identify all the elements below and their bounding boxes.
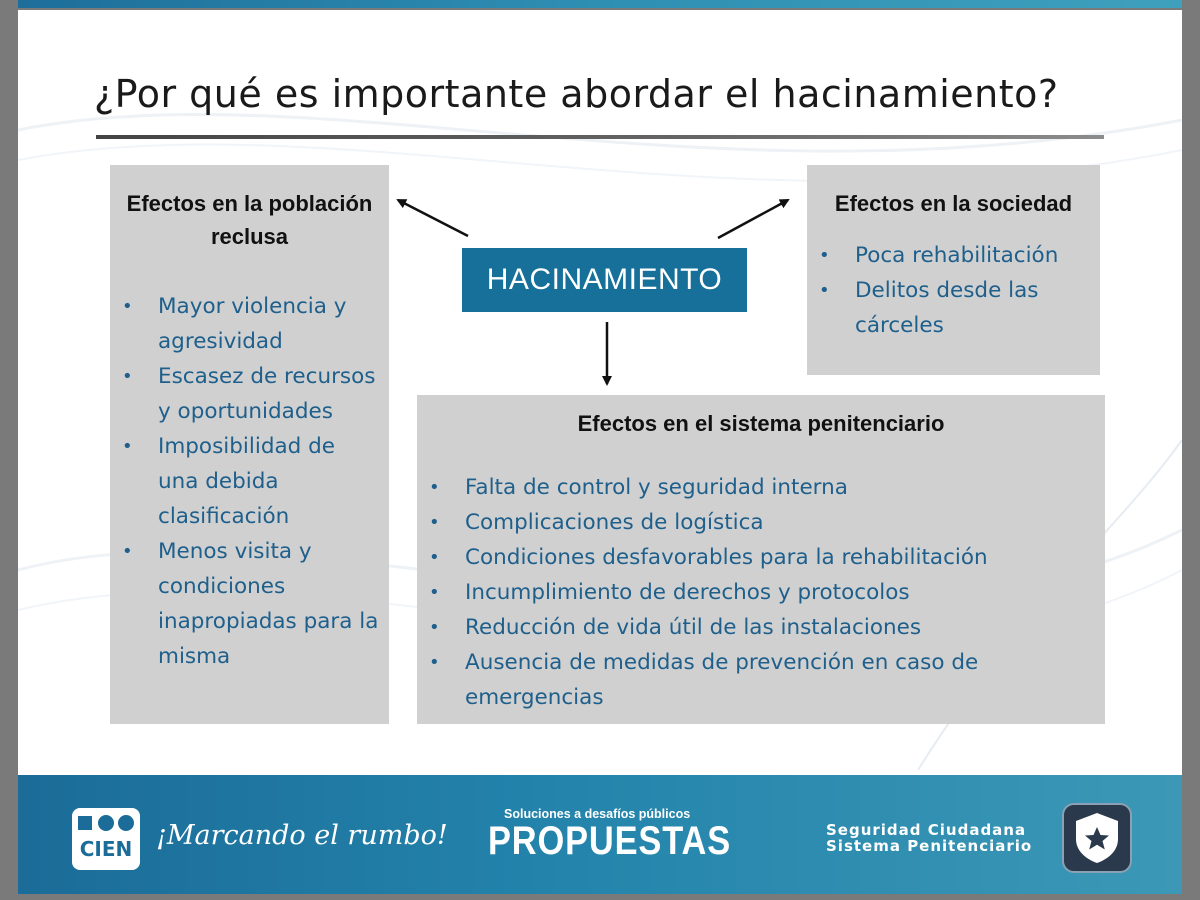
bullet: •	[819, 245, 830, 266]
society-effects-box	[807, 165, 1100, 375]
motto: ¡Marcando el rumbo!	[156, 820, 448, 851]
system-effects-list	[417, 440, 1105, 715]
list-item: • Mayor violencia y agresividad	[122, 289, 381, 359]
society-effects-heading: Efectos en la sociedad	[834, 191, 1073, 216]
hacinamiento-label: HACINAMIENTO	[462, 248, 747, 312]
section-label	[826, 822, 1032, 854]
bullet: •	[429, 617, 440, 638]
footer-bar	[18, 775, 1182, 894]
bullet: •	[429, 652, 440, 673]
list-item: • Poca rehabilitación	[819, 238, 1096, 273]
system-effects-box	[417, 395, 1105, 724]
list-item: • Falta de control y seguridad interna	[429, 470, 1097, 505]
bullet: •	[819, 280, 830, 301]
title-underline	[96, 135, 1104, 139]
propuestas-subtitle: Soluciones a desafíos públicos	[504, 807, 691, 821]
cien-logo-icon	[72, 808, 140, 870]
section-line-2: Sistema Penitenciario	[826, 837, 1033, 855]
list-item: • Ausencia de medidas de prevención en caso de emergencias	[429, 645, 1097, 715]
top-strip	[18, 0, 1182, 8]
propuestas-logo	[488, 807, 732, 863]
shield-badge	[1062, 803, 1132, 873]
propuestas-wordmark: PROPUESTAS	[488, 819, 732, 863]
shield-star-icon	[1064, 805, 1130, 871]
list-item: • Escasez de recursos y oportunidades	[122, 359, 381, 429]
list-item: • Incumplimiento de derechos y protocolos	[429, 575, 1097, 610]
list-item: • Imposibilidad de una debida clasificación	[122, 429, 381, 534]
population-effects-list	[110, 253, 389, 674]
bullet: •	[429, 547, 440, 568]
slide	[18, 10, 1182, 894]
bullet: •	[429, 477, 440, 498]
list-item: • Complicaciones de logística	[429, 505, 1097, 540]
list-item: • Delitos desde las cárceles	[819, 273, 1096, 343]
list-item: • Menos visita y condiciones inapropiadas para la misma	[122, 534, 381, 674]
bullet: •	[429, 582, 440, 603]
list-item: • Condiciones desfavorables para la rehabilitación	[429, 540, 1097, 575]
bullet: •	[122, 436, 133, 457]
bullet: •	[429, 512, 440, 533]
section-line-1: Seguridad Ciudadana	[826, 821, 1027, 839]
bullet: •	[122, 541, 133, 562]
list-item: • Reducción de vida útil de las instalaciones	[429, 610, 1097, 645]
cien-logo	[72, 808, 140, 870]
population-effects-box	[110, 165, 389, 724]
population-effects-heading: Efectos en la población reclusa	[126, 191, 373, 249]
bullet: •	[122, 366, 133, 387]
arrow-left-icon	[398, 200, 468, 236]
slide-title: ¿Por qué es importante abordar el hacinamiento?	[94, 72, 1059, 116]
system-effects-heading: Efectos en el sistema penitenciario	[577, 411, 945, 436]
bullet: •	[122, 296, 133, 317]
society-effects-list	[807, 220, 1100, 343]
arrow-right-icon	[718, 200, 788, 238]
svg-text:CIEN: CIEN	[79, 837, 133, 861]
